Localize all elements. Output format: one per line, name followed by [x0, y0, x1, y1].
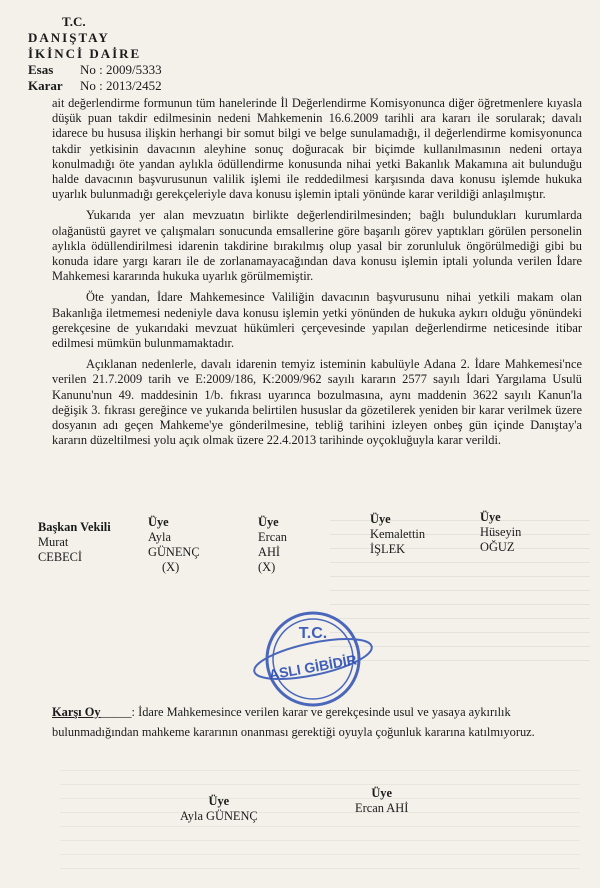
signature-first-name: Ayla	[148, 530, 171, 544]
signature-mark: (X)	[162, 560, 180, 574]
dissent-signature-name: Ayla GÜNENÇ	[180, 809, 258, 823]
signature-last-name: AHİ	[258, 545, 281, 559]
signature-block	[258, 515, 287, 575]
header-institution: DANIŞTAY	[28, 30, 110, 45]
signature-title: Üye	[370, 512, 391, 526]
dissent-signature-title: Üye	[208, 794, 230, 808]
esas-row	[28, 62, 162, 78]
karar-row	[28, 78, 162, 94]
signature-block	[370, 512, 425, 557]
signature-last-name: OĞUZ	[480, 540, 515, 554]
signature-last-name: İŞLEK	[370, 542, 406, 556]
dissent-signature-title: Üye	[371, 786, 392, 800]
dissent-text: İdare Mahkemesince verilen karar ve gerekçesinde usul ve yasaya aykırılık bulunmadığından mahkeme kararının onanması gerektiği oyuyla çoğunluk kararına katılmıyoruz.	[52, 705, 535, 739]
signature-first-name: Kemalettin	[370, 527, 426, 541]
dissent-signature	[355, 786, 408, 816]
bleed-through-texture	[60, 770, 580, 880]
paragraph: Yukarıda yer alan mevzuatın birlikte değerlendirilmesinden; bağlı bulundukları kurumlarda olağanüstü gayret ve çalışmaları sonucunda emsallerine göre başarılı görev yaptıkları görülen personelin aylıkla ödüllendirilmesi idarenin takdirine bırakılmış olup yasal bir zorunluluk öngörülmediği gibi bu konuda idare yargı kararı ile de zorlanamayacağından dava konusu işlemin iptali yolunda verilen İdare Mahkemesi kararında hukuka uyarlık görülmemiştir.	[52, 208, 582, 284]
signature-block	[480, 510, 521, 555]
esas-label: Esas	[28, 62, 54, 77]
signature-block	[148, 515, 200, 575]
dissent-signature	[180, 794, 258, 824]
signature-first-name: Ercan	[258, 530, 287, 544]
dissent-signature-name: Ercan AHİ	[355, 801, 409, 815]
signature-mark: (X)	[258, 560, 276, 574]
signature-title: Üye	[148, 515, 169, 529]
signature-title: Başkan Vekili	[38, 520, 111, 534]
stamp-top-text: T.C.	[298, 625, 328, 642]
dissent-dots: _____:	[100, 705, 135, 719]
signature-first-name: Murat	[38, 535, 69, 549]
paragraph: Açıklanan nedenlerle, davalı idarenin temyiz isteminin kabulüyle Adana 2. İdare Mahkemesi'nce verilen 21.7.2009 tarih ve E:2009/186, K:2009/962 sayılı kararın 2577 sayılı İdari Yargılama Usulü Kanunu'nun 49. maddesinin 1/b. fıkrası uyarınca bozulmasına, aynı maddenin 3622 sayılı Kanun'la değişik 3. fıkrası gereğince ve yukarıda belirtilen hususlar da gözetilerek yeniden bir karar verilmek üzere dosyanın adı geçen Mahkeme'ye gönderilmesine, tebliğ tarihini izleyen onbeş gün içinde Danıştay'a kararın düzeltilmesi yolu açık olmak üzere 22.4.2013 tarihinde oyçokluğuyla karar verildi.	[52, 357, 582, 448]
dissent-section	[52, 702, 582, 742]
document-header	[28, 14, 162, 94]
paragraph: ait değerlendirme formunun tüm hanelerinde İl Değerlendirme Komisyonunca diğer öğretmenlere kıyasla düşük puan takdir edilmesinin nedeni Mahkemenin 16.6.2009 tarihli ara kararı ile sorularak; davalı idarece bu hususa ilişkin herhangi bir somut bilgi ve belge sunulamadığı, il değerlendirme komisyonunca takdir yetkisinin davacının aleyhine sonuç doğuracak bir biçimde kullanılmasının nedeni ortaya konulmadığı öte yandan aylıkla ödüllendirme konusunda nihai yetki Bakanlık Makamına ait bulunduğu halde davacının başvurusunun valilik işlemi ile reddedilmesi karşısında dava konusu işlemde hukuka uyarlık bulunmadığı gerekçeleriyle dava konusu işlemin iptali yönünde karar verildiği anlaşılmıştır.	[52, 96, 582, 202]
signature-block	[38, 520, 111, 565]
paragraph: Öte yandan, İdare Mahkemesince Valiliğin davacının başvurusunu nihai yetkili makam olan Bakanlığa iletmemesi nedeniyle dava konusu işlemin yetki yönünden de hukuka aykırı olduğu yönündeki gerekçesine de yukarıdaki mevzuat hükümleri çerçevesinde yapılan değerlendirme neticesinde itibar edilmesi mümkün bulunmamaktadır.	[52, 290, 582, 351]
esas-value: No : 2009/5333	[80, 62, 162, 77]
document-body	[52, 96, 582, 454]
signature-title: Üye	[480, 510, 501, 524]
dissent-label: Karşı Oy	[52, 705, 101, 719]
signature-last-name: GÜNENÇ	[148, 545, 200, 559]
signature-first-name: Hüseyin	[480, 525, 522, 539]
karar-value: No : 2013/2452	[80, 78, 162, 93]
official-stamp	[248, 604, 378, 714]
stamp-bottom-text: ASLI GİBİDİR	[267, 651, 358, 683]
signature-last-name: CEBECİ	[38, 550, 83, 564]
karar-label: Karar	[28, 78, 63, 93]
header-chamber: İKİNCİ DAİRE	[28, 46, 142, 61]
header-tc: T.C.	[62, 14, 86, 29]
signature-title: Üye	[258, 515, 279, 529]
